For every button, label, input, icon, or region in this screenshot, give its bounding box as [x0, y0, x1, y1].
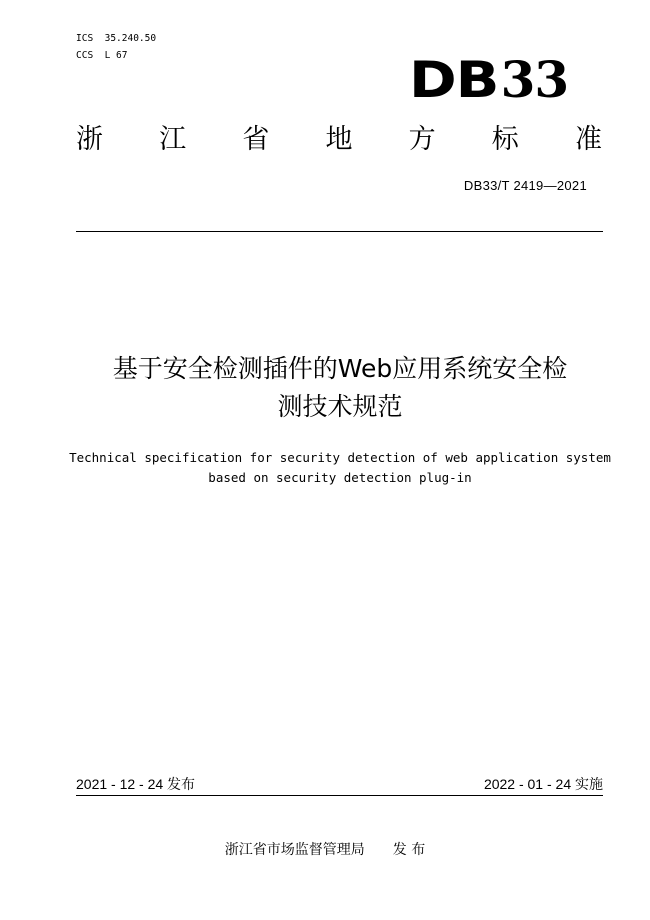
classification-codes [76, 30, 156, 64]
effective-date: 2022 - 01 - 24 实施 [483, 776, 603, 792]
logo-number: 33 [500, 50, 569, 109]
standard-number: DB33/T 2419—2021 [463, 178, 587, 193]
english-title-line-2: based on security detection plug-in [208, 470, 472, 485]
publisher-line [0, 840, 650, 860]
top-divider [76, 231, 603, 232]
chinese-title [60, 350, 620, 426]
publisher-action: 发 布 [392, 842, 426, 858]
issue-date: 2021 - 12 - 24 发布 [76, 776, 196, 792]
chinese-title-line-2: 测技术规范 [277, 392, 403, 421]
db33-logo [409, 52, 568, 108]
standard-type-char: 地 [325, 124, 353, 155]
english-title-line-1: Technical specification for security detection of web application system [69, 450, 611, 465]
standard-type-char: 江 [159, 124, 187, 155]
chinese-title-line-1: 基于安全检测插件的Web应用系统安全检 [112, 354, 568, 383]
ics-code: ICS 35.240.50 [76, 33, 157, 44]
ccs-code: CCS L 67 [76, 50, 128, 61]
bottom-divider [76, 795, 603, 796]
standard-type-char: 准 [574, 124, 602, 155]
standard-type-char: 标 [491, 124, 519, 155]
standard-type-char: 方 [408, 124, 436, 155]
standard-type-char: 浙 [76, 124, 103, 155]
date-row [76, 774, 603, 794]
logo-prefix: DB [409, 51, 499, 109]
english-title [60, 448, 620, 488]
standard-type-char: 省 [242, 124, 270, 155]
publisher-name: 浙江省市场监督管理局 [224, 842, 365, 858]
standard-type-heading [76, 122, 602, 158]
